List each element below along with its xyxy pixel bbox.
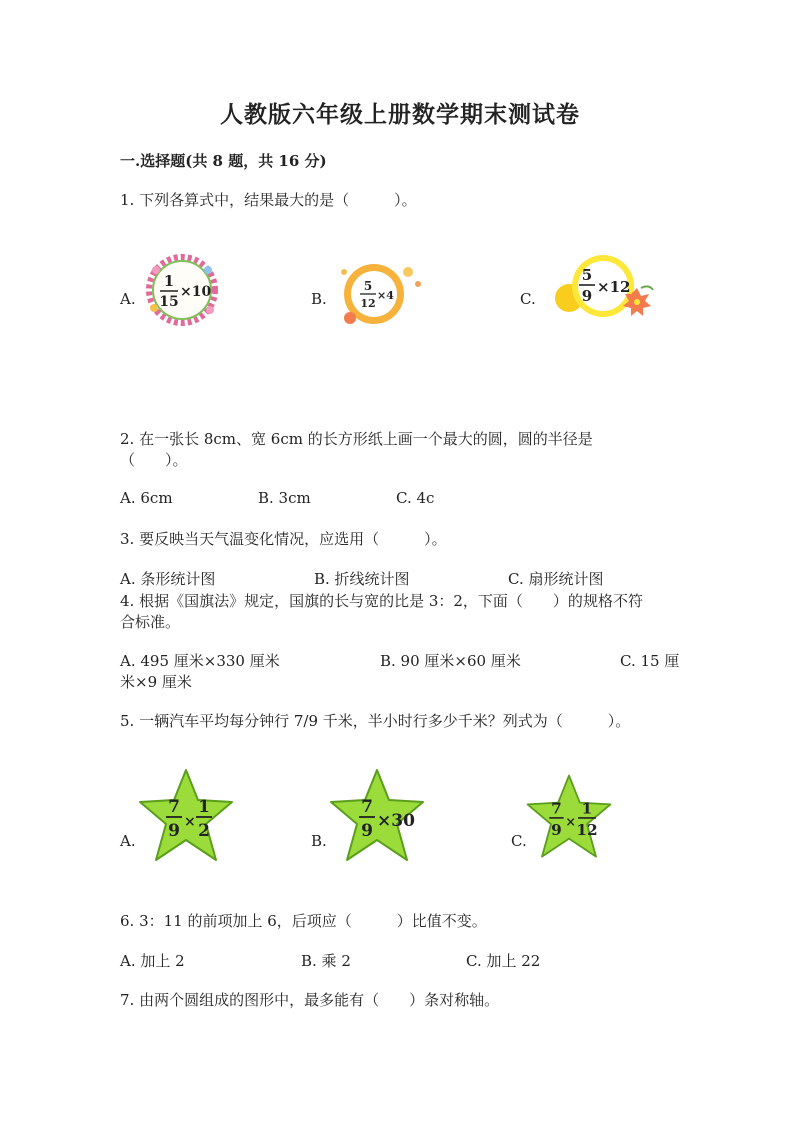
q1-a-denominator: 15 — [159, 294, 179, 310]
q1-a-multiplier: ×10 — [180, 284, 212, 300]
q5-a-numerator: 7 — [168, 797, 180, 817]
q5-a-denominator-2: 2 — [198, 821, 210, 841]
q5-b-denominator: 9 — [361, 821, 373, 841]
q4-option-b[interactable]: B. 90 厘米×60 厘米 — [380, 652, 521, 670]
q5-option-c-badge[interactable] — [524, 772, 614, 866]
q5-option-b-label: B. — [311, 832, 327, 850]
q5-c-numerator-2: 1 — [581, 799, 593, 818]
q5-c-numerator: 7 — [551, 799, 562, 818]
q5-c-denominator: 9 — [551, 821, 562, 839]
question-4-text-cont: 合标准。 — [120, 613, 181, 631]
question-3-text: 3. 要反映当天气温变化情况，应选用（ ）。 — [120, 530, 447, 548]
q1-b-multiplier: ×4 — [377, 289, 394, 302]
q1-option-a-label: A. — [120, 290, 136, 308]
q5-c-denominator-2: 12 — [576, 821, 598, 839]
question-5-text: 5. 一辆汽车平均每分钟行 7/9 千米，半小时行多少千米？列式为（ ）。 — [120, 712, 631, 730]
q2-option-b[interactable]: B. 3cm — [258, 489, 311, 507]
q4-option-a[interactable]: A. 495 厘米×330 厘米 — [120, 652, 280, 670]
question-4-text: 4. 根据《国旗法》规定，国旗的长与宽的比是 3：2，下面（ ）的规格不符 — [120, 592, 643, 610]
q5-a-numerator-2: 1 — [198, 797, 210, 817]
q4-option-c-cont: 米×9 厘米 — [120, 673, 192, 691]
q5-option-c-label: C. — [511, 832, 527, 850]
q1-b-denominator: 12 — [360, 297, 376, 310]
question-2-text: 2. 在一张长 8cm、宽 6cm 的长方形纸上画一个最大的圆，圆的半径是 — [120, 430, 593, 448]
q6-option-a[interactable]: A. 加上 2 — [120, 952, 185, 970]
q3-option-a[interactable]: A. 条形统计图 — [120, 570, 216, 588]
q1-option-c-badge[interactable] — [545, 248, 657, 326]
q5-b-operator: ×30 — [377, 811, 415, 831]
q1-c-multiplier: ×12 — [597, 278, 631, 296]
page-title: 人教版六年级上册数学期末测试卷 — [220, 101, 580, 128]
q6-option-b[interactable]: B. 乘 2 — [301, 952, 351, 970]
question-7-text: 7. 由两个圆组成的图形中，最多能有（ ）条对称轴。 — [120, 991, 500, 1009]
q1-b-numerator: 5 — [363, 279, 373, 293]
q2-option-c[interactable]: C. 4c — [396, 489, 435, 507]
q5-a-operator: × — [184, 814, 196, 830]
q2-option-a[interactable]: A. 6cm — [120, 489, 173, 507]
q1-option-b-label: B. — [311, 290, 327, 308]
q5-a-denominator: 9 — [168, 821, 180, 841]
q4-option-c[interactable]: C. 15 厘 — [620, 652, 680, 670]
q1-option-a-badge[interactable] — [142, 250, 222, 334]
question-2-text-cont: （ ）。 — [120, 451, 188, 469]
question-1-text: 1. 下列各算式中，结果最大的是（ ）。 — [120, 191, 417, 209]
question-6-text: 6. 3：11 的前项加上 6，后项应（ ）比值不变。 — [120, 912, 487, 930]
q3-option-b[interactable]: B. 折线统计图 — [314, 570, 410, 588]
q5-option-a-label: A. — [120, 832, 136, 850]
q5-b-numerator: 7 — [361, 797, 373, 817]
q6-option-c[interactable]: C. 加上 22 — [466, 952, 541, 970]
q1-option-c-label: C. — [520, 290, 536, 308]
q5-option-b-badge[interactable] — [327, 766, 427, 870]
section-heading: 一.选择题(共 8 题，共 16 分) — [120, 152, 327, 170]
q5-option-a-badge[interactable] — [136, 766, 236, 870]
q1-a-numerator: 1 — [163, 272, 175, 290]
q3-option-c[interactable]: C. 扇形统计图 — [508, 570, 604, 588]
q1-c-numerator: 5 — [581, 266, 593, 284]
q1-c-denominator: 9 — [581, 287, 593, 305]
q1-option-b-badge[interactable] — [328, 258, 432, 332]
q5-c-operator: × — [565, 814, 576, 829]
